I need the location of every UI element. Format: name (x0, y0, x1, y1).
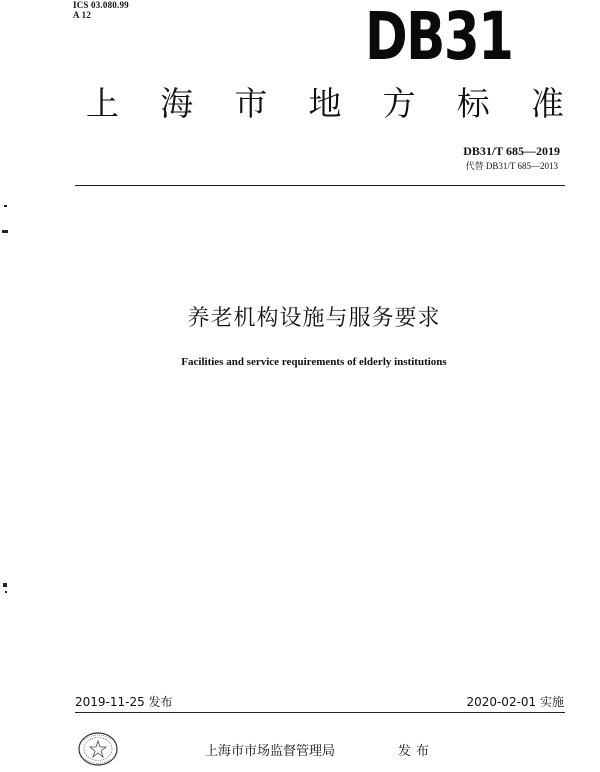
issue-date: 2019-11-25 发布 (75, 695, 173, 709)
official-seal-icon (76, 730, 120, 768)
standard-type-char: 标 (456, 84, 490, 123)
scan-artifact (3, 583, 7, 587)
header-divider (75, 185, 565, 186)
standard-type-char: 上 (86, 84, 119, 123)
implementation-date: 2020-02-01 实施 (466, 695, 564, 709)
scan-artifact (4, 205, 7, 207)
standard-type-char: 方 (382, 84, 416, 123)
document-title-english: Facilities and service requirements of elderly institutions (181, 356, 447, 368)
replaces-standard: 代替 DB31/T 685—2013 (465, 161, 558, 171)
db31-logo: DB31 (365, 0, 513, 75)
footer-divider (75, 712, 565, 713)
standard-number: DB31/T 685—2019 (463, 144, 560, 158)
standard-type-char: 地 (308, 84, 342, 123)
document-title-chinese: 养老机构设施与服务要求 (187, 306, 441, 331)
standard-type-char: 市 (234, 84, 268, 123)
standard-type-heading (86, 84, 564, 124)
classification-codes (73, 0, 129, 20)
publish-label: 发布 (398, 744, 435, 759)
scan-artifact (2, 230, 8, 233)
standard-type-char: 海 (160, 84, 194, 123)
ccs-code: A 12 (73, 10, 92, 20)
standard-type-char: 准 (530, 84, 564, 123)
ics-code: ICS 03.080.99 (73, 0, 129, 10)
publisher-name: 上海市市场监督管理局 (205, 744, 336, 759)
scan-artifact (5, 591, 7, 593)
